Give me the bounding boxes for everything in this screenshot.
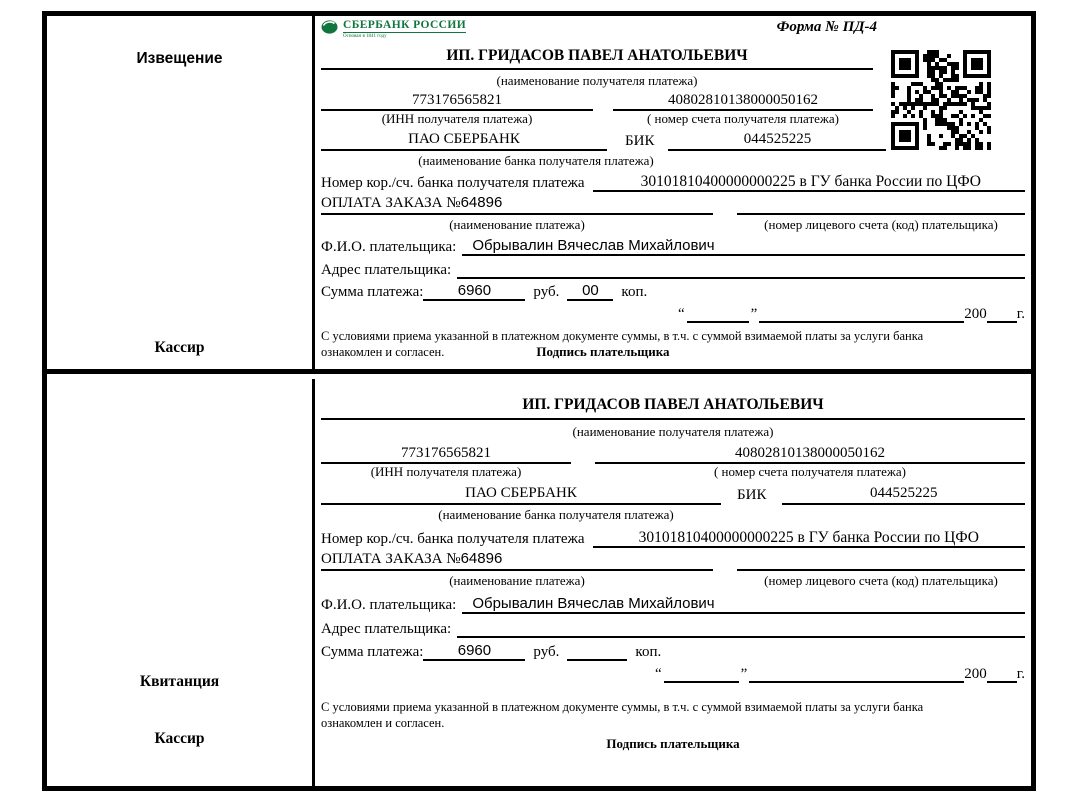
qr-code (891, 50, 991, 150)
fio-value: Обрывалин Вячеслав Михайлович (462, 595, 1025, 614)
recipient-name-caption: (наименование получателя платежа) (572, 424, 774, 439)
account-caption: ( номер счета получателя платежа) (713, 464, 907, 480)
sum-kop-blank (567, 643, 627, 661)
recipient-name-caption: (наименование получателя платежа) (496, 73, 698, 88)
payment-name-label: ОПЛАТА ЗАКАЗА № (321, 195, 461, 212)
inn-caption: (ИНН получателя платежа) (370, 464, 522, 480)
date-day-blank (664, 665, 739, 683)
year-suffix: г. (1016, 306, 1025, 323)
signature-label: Подпись плательщика (536, 344, 670, 360)
recipient-name: ИП. ГРИДАСОВ ПАВЕЛ АНАТОЛЬЕВИЧ (321, 396, 1025, 420)
fio-value: Обрывалин Вячеслав Михайлович (462, 237, 1025, 256)
sum-label: Сумма платежа: (321, 643, 424, 660)
cashier-label: Кассир (154, 339, 205, 356)
notice-content (315, 16, 1031, 369)
sum-kop-value: 00 (567, 282, 613, 301)
receipt-label: Квитанция (139, 673, 220, 690)
form-frame (42, 11, 1036, 791)
agreement-line1: С условиями приема указанной в платежном документе суммы, в т.ч. с суммой взимаемой платы за услуги банка (321, 700, 924, 715)
address-blank (457, 259, 1025, 279)
bik-label: БИК (737, 487, 767, 504)
account-caption: ( номер счета получателя платежа) (646, 111, 840, 127)
close-quote: ” (750, 306, 758, 323)
date-month-blank (759, 305, 964, 323)
account-value: 40802810138000050162 (595, 445, 1025, 464)
sberbank-logo-text-block (343, 19, 466, 39)
bank-name-caption: (наименование банка получателя платежа) (438, 506, 674, 522)
notice-left-column (47, 16, 315, 369)
year-blank (987, 305, 1017, 323)
personal-account-caption: (номер лицевого счета (код) плательщика) (764, 216, 998, 232)
notice-label: Извещение (136, 50, 223, 67)
close-quote: ” (740, 666, 748, 683)
year-suffix: г. (1016, 666, 1025, 683)
date-month-blank (749, 665, 964, 683)
inn-value: 773176565821 (321, 445, 571, 464)
order-number-value: 64896 (460, 194, 503, 212)
sberbank-logo-name: СБЕРБАНК РОССИИ (343, 19, 467, 31)
address-blank (457, 618, 1025, 638)
sberbank-logo-icon (321, 19, 338, 34)
kop-label: коп. (635, 643, 662, 660)
section-receipt (47, 379, 1031, 786)
korr-account-value: 30101810400000000225 в ГУ банка России по ЦФО (593, 173, 1025, 193)
year-blank (987, 665, 1017, 683)
receipt-left-column (47, 379, 315, 786)
payment-name-label: ОПЛАТА ЗАКАЗА № (321, 551, 461, 568)
section-notice (47, 16, 1031, 374)
address-label: Адрес плательщика: (321, 261, 452, 278)
inn-caption: (ИНН получателя платежа) (381, 111, 533, 127)
fio-label: Ф.И.О. плательщика: (321, 596, 457, 613)
order-number-value: 64896 (460, 550, 503, 568)
date-line (321, 305, 1025, 323)
sum-rub-value: 6960 (423, 642, 525, 661)
date-day-blank (687, 305, 749, 323)
agreement-line2: ознакомлен и согласен. (321, 345, 445, 360)
bank-name-value: ПАО СБЕРБАНК (321, 131, 607, 150)
receipt-content (315, 379, 1031, 786)
bank-name-value: ПАО СБЕРБАНК (321, 485, 721, 504)
signature-label: Подпись плательщика (606, 735, 740, 751)
year-prefix: 200 (964, 306, 987, 323)
bik-value: 044525225 (668, 131, 886, 150)
sberbank-logo (321, 19, 466, 39)
header-row (321, 19, 1025, 47)
agreement-line2: ознакомлен и согласен. (321, 716, 445, 731)
account-value: 40802810138000050162 (613, 92, 873, 111)
bik-label: БИК (625, 133, 655, 150)
sum-rub-value: 6960 (423, 282, 525, 301)
recipient-name: ИП. ГРИДАСОВ ПАВЕЛ АНАТОЛЬЕВИЧ (321, 47, 873, 70)
date-line (321, 665, 1025, 683)
agreement-text (321, 699, 1025, 732)
payment-name-caption: (наименование платежа) (449, 216, 585, 232)
personal-account-blank (737, 551, 1025, 571)
fio-label: Ф.И.О. плательщика: (321, 238, 457, 255)
address-label: Адрес плательщика: (321, 620, 452, 637)
bank-name-caption: (наименование банка получателя платежа) (418, 152, 654, 168)
open-quote: “ (654, 666, 662, 683)
inn-value: 773176565821 (321, 92, 593, 111)
personal-account-blank (737, 195, 1025, 215)
agreement-line1: С условиями приема указанной в платежном документе суммы, в т.ч. с суммой взимаемой платы за услуги банка (321, 329, 924, 344)
sberbank-logo-tagline: Основан в 1841 году (343, 34, 387, 39)
kop-label: коп. (621, 283, 648, 300)
personal-account-caption: (номер лицевого счета (код) плательщика) (764, 572, 998, 588)
rub-label: руб. (533, 283, 560, 300)
cashier-label: Кассир (154, 730, 205, 747)
open-quote: “ (677, 306, 685, 323)
rub-label: руб. (533, 643, 560, 660)
form-number: Форма № ПД-4 (776, 19, 877, 35)
payment-name-caption: (наименование платежа) (449, 572, 585, 588)
korr-account-value: 30101810400000000225 в ГУ банка России по ЦФО (593, 529, 1025, 549)
korr-account-label: Номер кор./сч. банка получателя платежа (321, 531, 585, 548)
payment-name-cell (321, 194, 713, 214)
korr-account-label: Номер кор./сч. банка получателя платежа (321, 175, 585, 192)
sum-label: Сумма платежа: (321, 283, 424, 300)
bik-value: 044525225 (782, 485, 1025, 504)
year-prefix: 200 (964, 666, 987, 683)
agreement-text (321, 328, 1025, 361)
payment-name-cell (321, 550, 713, 570)
